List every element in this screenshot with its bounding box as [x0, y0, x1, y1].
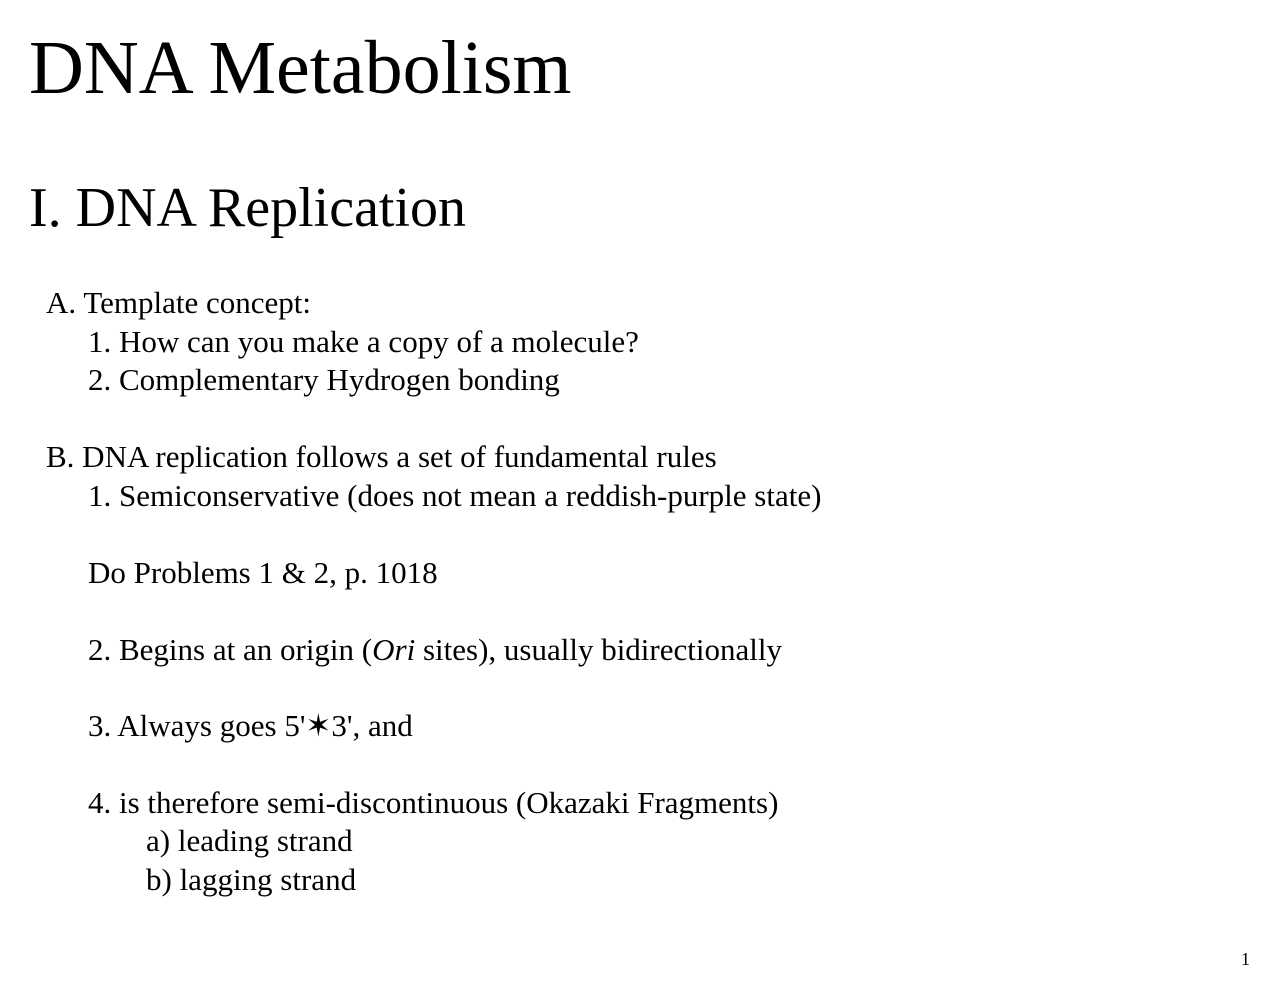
- outline-a-item-2: 2. Complementary Hydrogen bonding: [88, 362, 560, 397]
- outline-a-heading: A. Template concept:: [46, 285, 311, 320]
- outline-b-heading: B. DNA replication follows a set of fundamental rules: [46, 439, 717, 474]
- problems-note: Do Problems 1 & 2, p. 1018: [88, 555, 438, 590]
- outline-b-item-4b: b) lagging strand: [146, 862, 357, 897]
- ori-italic: Ori: [372, 632, 416, 667]
- outline-b-item-2: [88, 634, 782, 665]
- outline-a-item-1: 1. How can you make a copy of a molecule?: [88, 324, 639, 359]
- outline-b-item-3: 3. Always goes 5'✶3', and: [88, 708, 413, 743]
- outline-b-item-4: 4. is therefore semi-discontinuous (Okazaki Fragments): [88, 785, 779, 820]
- page-title: DNA Metabolism: [29, 26, 572, 110]
- outline-b-item-1: 1. Semiconservative (does not mean a reddish-purple state): [88, 478, 822, 513]
- section-heading: I. DNA Replication: [29, 177, 467, 239]
- outline-b-item-2-suffix: sites), usually bidirectionally: [415, 632, 782, 667]
- outline-b-item-2-prefix: 2. Begins at an origin (: [88, 632, 373, 667]
- outline-b-item-4a: a) leading strand: [146, 823, 353, 858]
- page-number: 1: [1241, 949, 1250, 969]
